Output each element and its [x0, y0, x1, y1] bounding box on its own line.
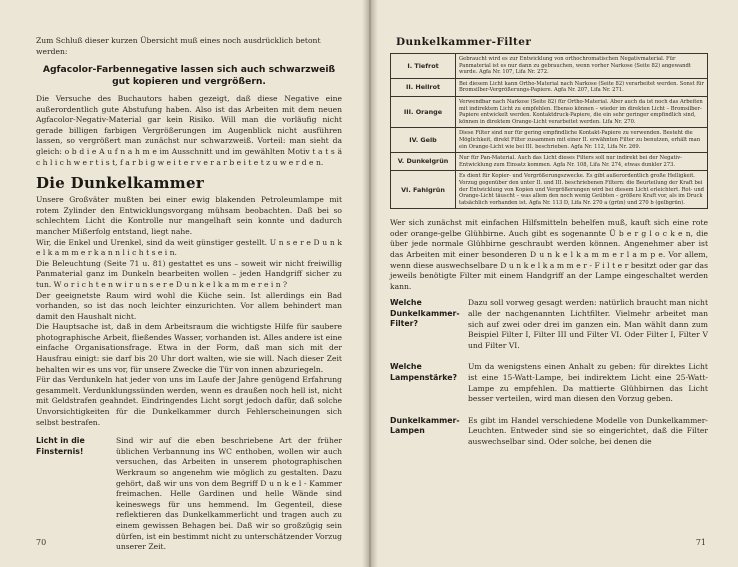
page-number-left: 70	[36, 538, 47, 547]
answer-filter: Dazu soll vorweg gesagt werden: natürlich braucht man nicht alle der nachgenannten Lichtfilter. Vielmehr arbeitet man sich auf zwei oder drei im ganzen ein. Man wählt dann zum Beispiel Filter I, Filter III und Filter VI. Oder Filter I, Filter V und Filter VI.	[468, 298, 708, 350]
filter-name: V. Dunkelgrün	[391, 153, 456, 171]
side-label-filter: Welche Dunkelkammer-Filter?	[390, 298, 460, 329]
filter-description: Es dient für Kopier- und Vergrößerungszwecke. Es gibt außerordentlich große Helligkeit. Vorzug gegenüber den unter II. und III. beschriebenen Filtern: die Beurteilung der Kraft bei der Entwicklung von Kopien und Vergrößerungen wird bei diesem Licht erleichtert. Rot- und Orange-Licht täuscht – was allem den noch wenig Geübten – größere Kraft vor, als im Druck tatsächlich vorhanden ist. Agfa Nr. 113 D, Lifa Nr. 270 a (grün) und 270 b (gelbgrün).	[456, 171, 708, 209]
filter-description: Diese Filter sind nur für gering empfindliche Kontakt-Papiere zu verwenden. Besteht die Möglichkeit, direkt Filter zusammen mit einer II. erwähnten Filter zu benutzen, erhält man ein Orange-Licht wie bei III. beschrieben. Agfa Nr. 112, Lifa Nr. 269.	[456, 128, 708, 153]
section-title-dunkelkammer: Die Dunkelkammer	[36, 174, 205, 193]
agfacolor-callout: Agfacolor-Farbennegative lassen sich auch schwarzweiß gut kopieren und vergrößern.	[42, 64, 336, 87]
filter-description: Nur für Pan-Material. Auch das Licht dieses Filters soll nur indirekt bei der Negativ-Entwicklung zum Einsatz kommen. Agfa Nr. 108, Lifa Nr. 274, etwas dunkler 273.	[456, 153, 708, 171]
paragraph-licht: Sind wir auf die eben beschriebene Art der früher üblichen Verbannung ins WC enthoben, wollen wir auch versuchen, das Arbeiten in unserem photographischen Werkraum so angenehm wie möglich zu gestalten. Dazu gehört, daß wir uns von dem Begriff D u n k e l - Kammer freimachen. Helle Gardinen und helle Wände sind keineswegs für uns hemmend. Im Gegenteil, diese reflektieren das Dunkelkammerlicht und tragen auch zu einem gewissen Behagen bei. Daß wir so großzügig sein dürfen, ist ein bestimmt nicht zu unterschätzender Vorzug unserer Zeit.	[116, 436, 342, 552]
intro-text: Zum Schluß dieser kurzen Übersicht muß eines noch ausdrücklich betont werden:	[36, 36, 321, 56]
table-row	[391, 128, 708, 153]
answer-lampen: Es gibt im Handel verschiedene Modelle von Dunkelkammer-Leuchten. Entweder sind sie so eingerichtet, daß die Filter auswechselbar sind. Oder solche, bei denen die	[468, 415, 708, 446]
paragraph-buchautoren: Die Versuche des Buchautors haben gezeigt, daß diese Negative eine außerordentlich gute Abstufung haben. Also ist das Arbeiten mit dem neuen Agfacolor-Negativ-Material gar kein Risiko. Will man die vorläufig nicht gerade billigen farbigen Vergrößerungen im Augenblick nicht ausführen lassen, so vergrößert man zunächst nur schwarzweiß. Vorteil: man sieht da gleich: o b d i e A u f n a h m e im Ausschnitt und im gewählten Motiv t a t s ä c h l i c h w e r t i s t, f a r b i g w e i t e r v e r a r b e i t e t z u w e r d e n.	[36, 94, 342, 167]
answer-lampenstaerke: Um da wenigstens einen Anhalt zu geben: für direktes Licht ist eine 15-Watt-Lampe, bei indirektem Licht eine 25-Watt-Lampe zu empfehlen. Da mattierte Glühbirnen das Licht besser verteilen, wird man diesen den Vorzug geben.	[468, 362, 708, 404]
question-filter	[390, 298, 708, 356]
table-row	[391, 153, 708, 171]
filter-table-title: Dunkelkammer-Filter	[396, 36, 532, 48]
licht-section	[36, 436, 342, 553]
filter-description: Gebraucht wird es zur Entwicklung von orthochromatischen Negativmaterial. Für Panmaterial ist es nur dann zu gebrauchen, wenn vorher Narkose (Seite 82) angewandt wurde. Agfa Nr. 107, Lifa Nr. 272.	[456, 54, 708, 79]
side-label-lampenstaerke: Welche Lampenstärke?	[390, 362, 458, 382]
filter-name: VI. Fahlgrün	[391, 171, 456, 209]
filter-table	[390, 53, 708, 209]
paragraph-raum: Der geeignetste Raum wird wohl die Küche sein. Ist allerdings ein Bad vorhanden, so ist das noch leichter einzurichten. Vor allem behindert man damit den Haushalt nicht.	[36, 290, 342, 321]
filter-name: I. Tiefrot	[391, 54, 456, 79]
table-row	[391, 171, 708, 209]
left-page	[0, 0, 368, 567]
book-gutter	[362, 0, 378, 567]
left-page-body	[36, 36, 342, 553]
filter-name: III. Orange	[391, 96, 456, 127]
paragraph-verdunkeln: Für das Verdunkeln hat jeder von uns im Laufe der Jahre genügend Erfahrung gesammelt. Verdunklungssünden werden, wenn es draußen noch hell ist, nicht mit Geldstrafen geahndet. Eindringendes Licht sorgt jedoch dafür, daß solche Unvorsichtigkeiten für die Dunkelkammer durch Fehlerscheinungen sich selbst bestrafen.	[36, 375, 342, 427]
side-label-lampen: Dunkelkammer-Lampen	[390, 415, 460, 436]
paragraph-hilfsmittel: Wer sich zunächst mit einfachen Hilfsmitteln behelfen muß, kauft sich eine rote oder orange-gelbe Glühbirne. Auch gibt es sogenannte Ü b e r g l o c k e n, die über jede normale Glühbirne geschraubt werden können. Angenehmer aber ist das Arbeiten mit einer besonderen D u n k e l k a m m e r l a m p e. Vor allem, wenn diese auswechselbare D u n k e l k a m m e r - F i l t e r besitzt oder gar das jeweils benötigte Filter mit einem Handgriff an der Lampe eingeschaltet werden kann.	[390, 218, 708, 291]
right-page-body	[390, 36, 708, 453]
paragraph-enkel: Wir, die Enkel und Urenkel, sind da weit günstiger gestellt. U n s e r e D u n k e l k a m m e r k a n n l i c h t s e i n.	[36, 237, 342, 258]
paragraph-grossvaeter: Unsere Großväter mußten bei einer ewig blakenden Petroleumlampe mit rotem Zylinder den Entwicklungsvorgang mühsam beobachten. Daß bei so schlechtem Licht die Kontrolle nur mangelhaft sein konnte und dadurch mancher Mißerfolg entstand, liegt nahe.	[36, 195, 342, 236]
filter-description: Bei diesem Licht kann Ortho-Material nach Narkose (Seite 82) verarbeitet werden. Sonst für Bromsilber-Vergrößerungs-Papiere. Agfa Nr. 207, Lifa Nr. 271.	[456, 78, 708, 96]
filter-name: IV. Gelb	[391, 128, 456, 153]
right-page	[370, 0, 738, 567]
question-lampenstaerke	[390, 362, 708, 409]
page-number-right: 71	[695, 538, 706, 547]
question-lampen	[390, 416, 708, 453]
side-label-licht: Licht in die Finsternis!	[36, 436, 85, 456]
table-row	[391, 54, 708, 79]
table-row	[391, 78, 708, 96]
paragraph-beleuchtung: Die Beleuchtung (Seite 71 u. 81) gestattet es uns – soweit wir nicht freiwillig Panmaterial ganz im Dunkeln bearbeiten wollen – jeden Handgriff sicher zu tun. W o r i c h t e n w i r u n s e r e D u n k e l k a m m e r e i n ?	[36, 258, 342, 289]
table-row	[391, 96, 708, 127]
filter-description: Verwendbar nach Narkose (Seite 82) für Ortho-Material. Aber auch da ist noch das Arbeiten mit indirektem Licht zu empfehlen. Ebenso können – wieder im direkten Licht – Bromsilber-Papiere entwickelt werden. Kontaktdruck-Papiere, die ein sehr geringer empfindlich sind, können in direktem Orange-Licht verarbeitet werden. Lifa Nr. 270.	[456, 96, 708, 127]
filter-name: II. Hellrot	[391, 78, 456, 96]
paragraph-hauptsache: Die Hauptsache ist, daß in dem Arbeitsraum die wichtigste Hilfe für saubere photographische Arbeit, fließendes Wasser, vorhanden ist. Alles andere ist eine einfache Organisationsfrage. Etwa in der Form, daß man sich mit der Hausfrau einigt: sie darf bis 20 Uhr dort walten, wie sie will. Nach dieser Zeit behalten wir es uns vor, für unsere Zwecke die Tür von innen abzuriegeln.	[36, 322, 342, 374]
